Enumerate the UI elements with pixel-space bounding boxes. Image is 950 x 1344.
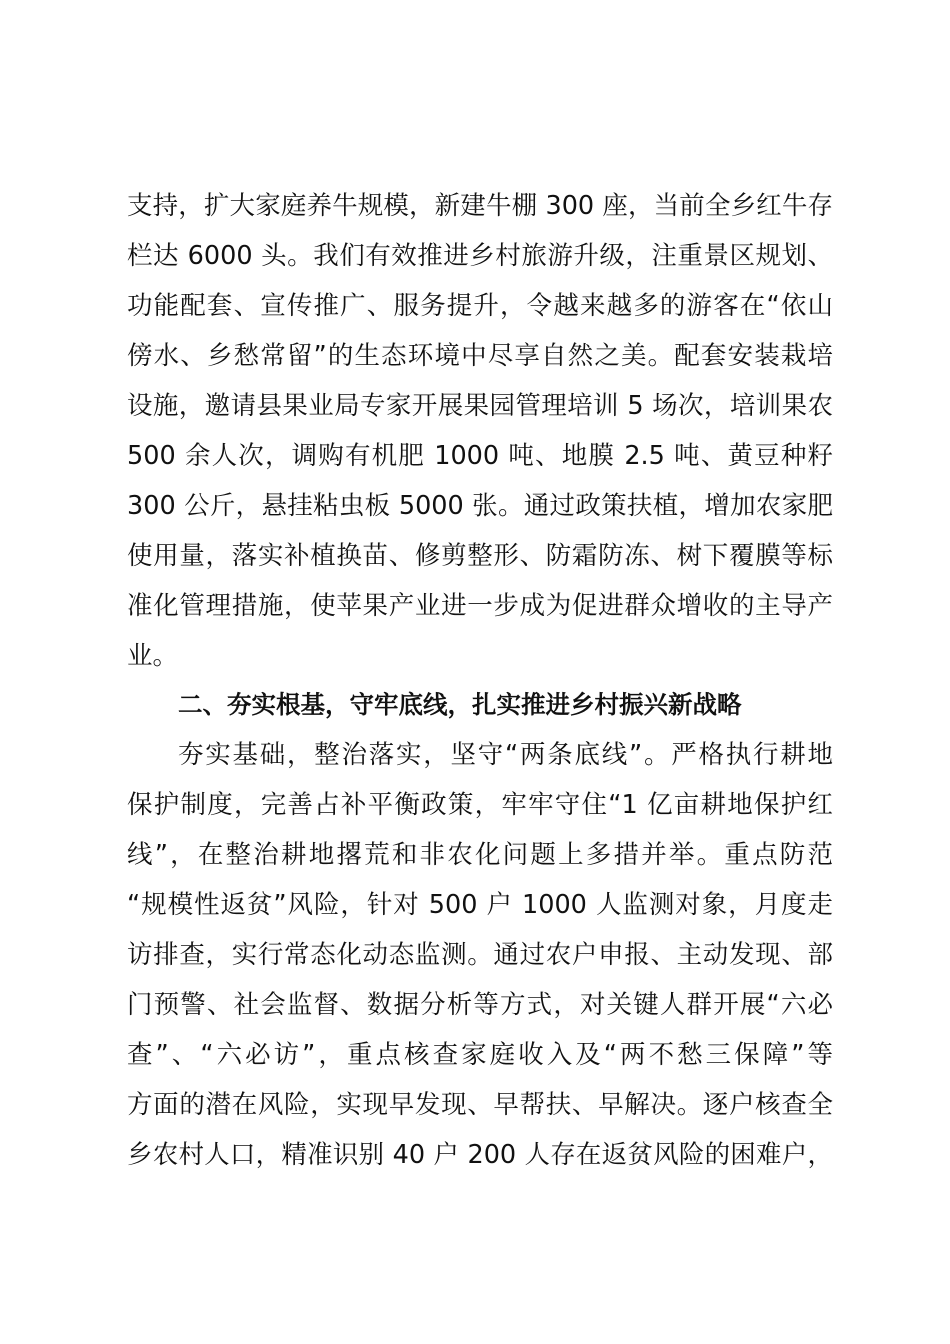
paragraph-1-line-1: 支持，扩大家庭养牛规模，新建牛棚 300 座，当前全乡红牛存	[127, 191, 833, 221]
paragraph-1-line-9: 准化管理措施，使苹果产业进一步成为促进群众增收的主导产	[127, 591, 833, 621]
paragraph-2-line-8: 方面的潜在风险，实现早发现、早帮扶、早解决。逐户核查全	[127, 1090, 833, 1120]
paragraph-2-line-9: 乡农村人口，精准识别 40 户 200 人存在返贫风险的困难户，	[127, 1140, 833, 1170]
paragraph-2-line-7: 查”、“六必访”，重点核查家庭收入及“两不愁三保障”等	[127, 1040, 833, 1070]
paragraph-2-line-6: 门预警、社会监督、数据分析等方式，对关键人群开展“六必	[127, 990, 833, 1020]
paragraph-1-line-10: 业。	[127, 641, 179, 671]
paragraph-1-line-6: 500 余人次，调购有机肥 1000 吨、地膜 2.5 吨、黄豆种籽	[127, 441, 833, 471]
paragraph-1-line-5: 设施，邀请县果业局专家开展果园管理培训 5 场次，培训果农	[127, 391, 833, 421]
paragraph-1-line-8: 使用量，落实补植换苗、修剪整形、防霜防冻、树下覆膜等标	[127, 541, 833, 571]
section-heading: 二、夯实根基，守牢底线，扎实推进乡村振兴新战略	[178, 690, 742, 719]
paragraph-2-line-5: 访排查，实行常态化动态监测。通过农户申报、主动发现、部	[127, 940, 833, 970]
paragraph-1-line-4: 傍水、乡愁常留”的生态环境中尽享自然之美。配套安装栽培	[127, 341, 833, 371]
paragraph-1-line-3: 功能配套、宣传推广、服务提升，令越来越多的游客在“依山	[127, 291, 833, 321]
paragraph-2-line-3: 线”，在整治耕地撂荒和非农化问题上多措并举。重点防范	[127, 840, 833, 870]
paragraph-1-line-7: 300 公斤，悬挂粘虫板 5000 张。通过政策扶植，增加农家肥	[127, 491, 833, 521]
paragraph-1-line-2: 栏达 6000 头。我们有效推进乡村旅游升级，注重景区规划、	[127, 241, 833, 271]
paragraph-2-line-4: “规模性返贫”风险，针对 500 户 1000 人监测对象，月度走	[127, 890, 833, 920]
paragraph-2-line-1: 夯实基础，整治落实，坚守“两条底线”。严格执行耕地	[178, 740, 833, 770]
paragraph-2-line-2: 保护制度，完善占补平衡政策，牢牢守住“1 亿亩耕地保护红	[127, 790, 833, 820]
